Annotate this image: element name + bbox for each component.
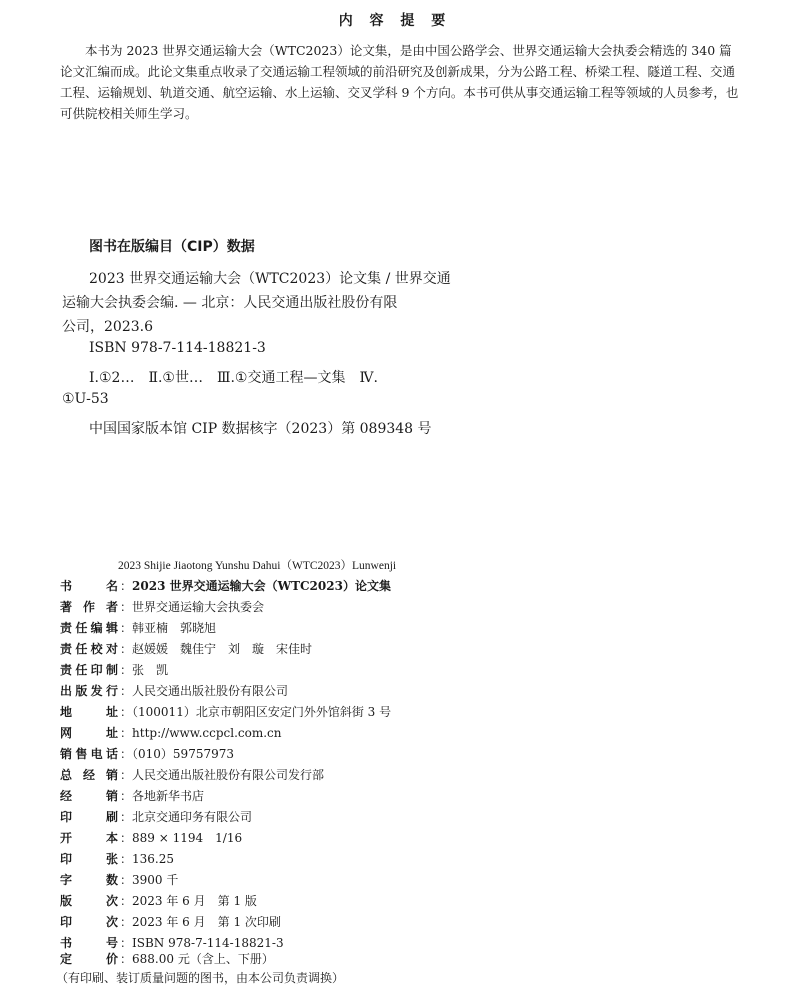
imprint-value: http://www.ccpcl.com.cn [132,726,282,740]
imprint-value: 张 凯 [132,663,169,677]
imprint-value: 688.00 元（含上、下册） [132,952,274,966]
imprint-key: 版次 [60,894,118,908]
imprint-row-website: 网址 ：http://www.ccpcl.com.cn [60,726,282,740]
imprint-value: 韩亚楠 郭晓旭 [132,621,217,635]
imprint-value: （100011）北京市朝阳区安定门外外馆斜街 3 号 [132,705,392,719]
imprint-key: 经销 [60,789,118,803]
summary-paragraph: 本书为 2023 世界交通运输大会（WTC2023）论文集，是由中国公路学会、世界交通运输大会执委会精选的 340 篇论文汇编而成。此论文集重点收录了交通运输工程领域的前沿研究及创新成果，分为公路工程、桥梁工程、隧道工程、交通工程、运输规划、轨道交通、航空运输、水上运输、交叉学科 9 个方向。本书可供从事交通运输工程等领域的人员参考，也可供院校相关师生学习。 [60,43,739,121]
imprint-value: 3900 千 [132,873,179,887]
cip-record-number: 中国国家版本馆 CIP 数据核字（2023）第 089348 号 [89,421,432,437]
imprint-value: 2023 年 6 月 第 1 版 [132,894,257,908]
imprint-key: 责任校对 [60,642,118,656]
cip-isbn: ISBN 978-7-114-18821-3 [89,340,266,356]
imprint-key: 开本 [60,831,118,845]
imprint-row-impression: 印次 ：2023 年 6 月 第 1 次印刷 [60,915,281,929]
imprint-row-distributor: 总经销 ：人民交通出版社股份有限公司发行部 [60,768,325,782]
imprint-row-address: 地址 ：（100011）北京市朝阳区安定门外外馆斜街 3 号 [60,705,392,719]
imprint-value: 2023 世界交通运输大会（WTC2023）论文集 [132,579,391,593]
summary-title: 内 容 提 要 [338,13,452,29]
imprint-key: 著作者 [60,600,118,614]
imprint-value: 各地新华书店 [132,789,205,803]
cip-line-1: 2023 世界交通运输大会（WTC2023）论文集 / 世界交通 [89,271,451,287]
imprint-key: 责任印制 [60,663,118,677]
imprint-key: 字数 [60,873,118,887]
imprint-value: ISBN 978-7-114-18821-3 [132,936,284,950]
imprint-value: 2023 年 6 月 第 1 次印刷 [132,915,281,929]
cip-classification-cont: ①U-53 [62,391,109,407]
imprint-key: 印次 [60,915,118,929]
imprint-english-title: 2023 Shijie Jiaotong Yunshu Dahui（WTC2023）Lunwenji [118,560,397,572]
imprint-row-sheets: 印张 ：136.25 [60,852,175,866]
cip-line-2: 运输大会执委会编. — 北京：人民交通出版社股份有限 [62,295,398,311]
imprint-value: 赵媛媛 魏佳宁 刘 璇 宋佳时 [132,642,313,656]
imprint-key: 责任编辑 [60,621,118,635]
quality-guarantee-note: （有印刷、装订质量问题的图书，由本公司负责调换） [56,971,345,985]
imprint-value: 人民交通出版社股份有限公司发行部 [132,768,325,782]
imprint-row-sales-phone: 销售电话 ：（010）59757973 [60,747,234,761]
imprint-key: 印刷 [60,810,118,824]
imprint-value: 北京交通印务有限公司 [132,810,253,824]
imprint-row-print-supervisor: 责任印制 ：张 凯 [60,663,169,677]
imprint-row-publisher: 出版发行 ：人民交通出版社股份有限公司 [60,684,289,698]
imprint-value: 世界交通运输大会执委会 [132,600,265,614]
imprint-key: 书名 [60,579,118,593]
imprint-row-format: 开本 ：889 × 1194 1/16 [60,831,243,845]
imprint-row-proofreader: 责任校对 ：赵媛媛 魏佳宁 刘 璇 宋佳时 [60,642,313,656]
imprint-row-book-number: 书号 ：ISBN 978-7-114-18821-3 [60,936,284,950]
imprint-value: 人民交通出版社股份有限公司 [132,684,289,698]
imprint-row-edition: 版次 ：2023 年 6 月 第 1 版 [60,894,257,908]
imprint-value: （010）59757973 [132,747,234,761]
imprint-key: 印张 [60,852,118,866]
cip-line-3: 公司，2023.6 [62,319,153,335]
imprint-key: 地址 [60,705,118,719]
imprint-key: 总经销 [60,768,118,782]
imprint-row-word-count: 字数 ：3900 千 [60,873,179,887]
cip-heading: 图书在版编目（CIP）数据 [89,239,255,255]
imprint-row-dealer: 经销 ：各地新华书店 [60,789,205,803]
imprint-key: 书号 [60,936,118,950]
cip-classification: Ⅰ.①2… Ⅱ.①世… Ⅲ.①交通工程—文集 Ⅳ. [89,370,378,386]
imprint-row-title: 书名 ：2023 世界交通运输大会（WTC2023）论文集 [60,579,391,593]
imprint-key: 定价 [60,952,118,966]
imprint-value: 136.25 [132,852,175,866]
imprint-key: 销售电话 [60,747,118,761]
imprint-key: 网址 [60,726,118,740]
imprint-row-printer: 印刷 ：北京交通印务有限公司 [60,810,253,824]
imprint-value: 889 × 1194 1/16 [132,831,243,845]
imprint-row-editor: 责任编辑 ：韩亚楠 郭晓旭 [60,621,217,635]
imprint-row-price: 定价 ：688.00 元（含上、下册） [60,952,274,966]
imprint-row-author: 著作者 ：世界交通运输大会执委会 [60,600,265,614]
imprint-key: 出版发行 [60,684,118,698]
